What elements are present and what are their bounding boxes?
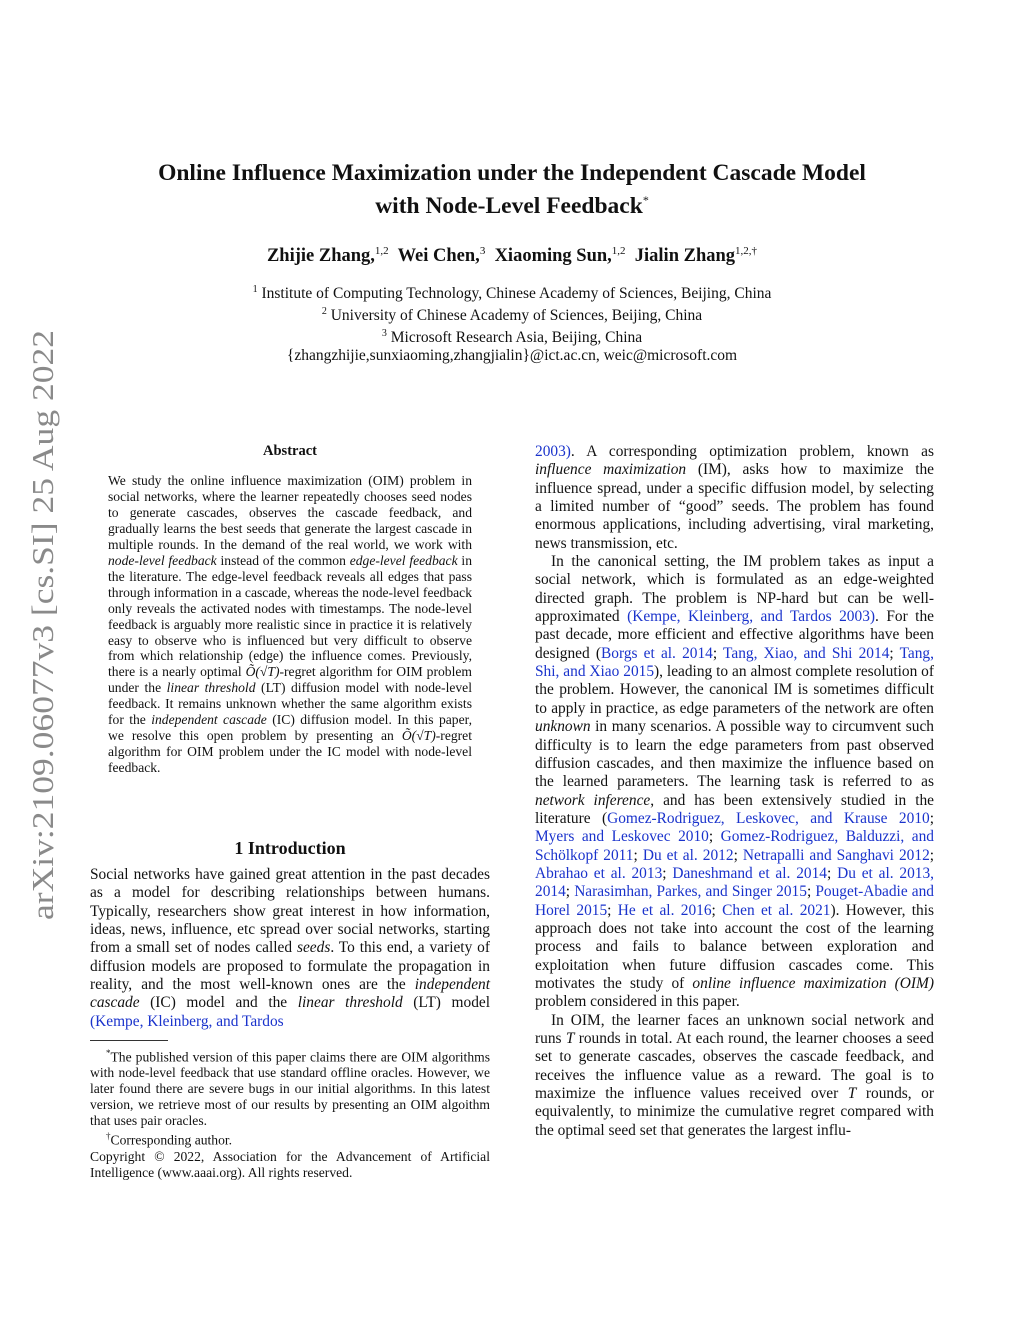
intro-right-column <box>535 443 934 1140</box>
separator: ; <box>826 864 838 882</box>
author-emails: {zhangzhijie,sunxiaoming,zhangjialin}@ict.ac.cn, weic@microsoft.com <box>286 347 738 365</box>
author-affil-mark: 1,2,† <box>735 245 758 257</box>
abstract-text: instead of the common <box>216 552 350 568</box>
footnote-text: Corresponding author. <box>110 1132 233 1148</box>
body-text: , and has been extensively studied in the literature ( <box>535 791 934 827</box>
body-emphasis: unknown <box>535 718 591 736</box>
title-line-2 <box>0 187 1024 220</box>
abstract-math: Õ(√T) <box>245 664 280 680</box>
affiliation-mark: 2 <box>321 306 327 318</box>
author-4 <box>635 246 757 266</box>
author-1 <box>267 246 389 266</box>
citation-link[interactable]: Gomez-Rodriguez, Leskovec, and Krause 2010 <box>607 809 930 827</box>
abstract-text: (LT) diffusion model with node-level feedback. It remains unknown whether the same algorithm exists for the <box>108 680 472 728</box>
body-text: ), leading to an almost complete resolution of the problem. However, the canonical IM is sometimes difficult to apply in practice, as edge parameters of the network are often <box>535 663 934 717</box>
title-footnote-mark: * <box>642 193 649 207</box>
body-emphasis: network inference <box>535 791 651 809</box>
title-line-1: Online Influence Maximization under the Independent Cascade Model <box>158 160 866 186</box>
separator: ; <box>633 846 643 864</box>
intro-paragraph-3 <box>535 1012 934 1140</box>
affiliation-3 <box>0 325 1024 347</box>
author-name: Jialin Zhang <box>634 246 736 267</box>
body-text: . For the past decade, more efficient and effective algorithms have been designed ( <box>535 608 934 662</box>
author-affil-mark: 1,2 <box>611 245 626 257</box>
separator: ; <box>712 644 724 662</box>
body-text: rounds, or equivalently, to minimize the cumulative regret compared with the optimal seed set that generates the largest influ- <box>535 1085 934 1139</box>
body-emphasis: seeds <box>296 939 331 957</box>
citation-link[interactable]: Du et al. 2012 <box>642 846 734 864</box>
affiliation-text: Institute of Computing Technology, Chinese Academy of Sciences, Beijing, China <box>261 285 772 303</box>
title-line-2-text: with Node-Level Feedback <box>375 192 643 219</box>
author-name: Zhijie Zhang, <box>266 246 375 267</box>
author-list <box>0 245 1024 267</box>
abstract-heading: Abstract <box>263 443 317 459</box>
author-affil-mark: 1,2 <box>374 245 389 257</box>
body-text: problem considered in this paper. <box>535 993 740 1011</box>
abstract-text: We study the online influence maximization (OIM) problem in social networks, where the learner repeatedly chooses seed nodes to generate cascades, observes the cascade feedback, and gradually learns the best seeds that generate the largest cascade in multiple rounds. In the demand of the real world, we work with <box>108 473 472 552</box>
body-text: ). However, this approach does not take into account the cost of the learning process and fails to balance between exploration and exploitation when future diffusion cascades come. This motivates the study of <box>535 901 934 992</box>
affiliation-text: University of Chinese Academy of Sciences, Beijing, China <box>330 307 703 325</box>
separator: ; <box>806 883 816 901</box>
body-text: In the canonical setting, the IM problem takes as input a social network, which is formulated as an edge-weighted directed graph. The problem is NP-hard but can be well-approximated <box>535 553 934 626</box>
citation-link[interactable]: Pouget-Abadie and Horel 2015 <box>535 883 935 919</box>
arxiv-stamp <box>22 320 62 920</box>
footnote-rule <box>90 1040 168 1041</box>
separator: ; <box>889 644 900 662</box>
separator: ; <box>662 864 673 882</box>
citation-link[interactable]: Daneshmand et al. 2014 <box>672 864 827 882</box>
abstract-text: -regret algorithm for OIM problem under the <box>108 664 472 696</box>
separator: ; <box>929 809 934 827</box>
abstract-emphasis: linear threshold <box>166 680 256 696</box>
separator: ; <box>607 901 618 919</box>
math-symbol: T <box>565 1030 575 1047</box>
footnotes <box>90 1046 490 1181</box>
separator: ; <box>708 828 721 846</box>
abstract-text: -regret algorithm for OIM problem under the IC model with node-level feedback. <box>108 728 472 776</box>
affiliations <box>0 281 1024 365</box>
citation-link[interactable]: (Kempe, Kleinberg, and Tardos <box>90 1012 284 1030</box>
author-affil-mark: 3 <box>479 245 486 257</box>
affiliation-mark: 3 <box>381 328 387 340</box>
affiliation-1 <box>0 281 1024 303</box>
footnote-text: The published version of this paper claims there are OIM algorithms with node-level feedback that use standard offline oracles. However, we later found there are severe bugs in our initial algorithms. In this latest version, we retrieve most of our results by presenting an OIM algoithm that uses pair oracles. <box>90 1049 490 1129</box>
copyright-notice: Copyright © 2022, Association for the Advancement of Artificial Intelligence (www.aaai.org). All rights reserved. <box>90 1148 490 1180</box>
arxiv-stamp-graphic <box>22 320 62 920</box>
body-emphasis: linear threshold <box>297 994 403 1012</box>
abstract-emphasis: independent cascade <box>151 712 267 728</box>
author-name: Xiaoming Sun, <box>494 246 612 267</box>
author-name: Wei Chen, <box>397 246 480 267</box>
body-emphasis: independent cascade <box>90 976 490 1012</box>
arxiv-identifier: arXiv:2109.06077v3 [cs.SI] 25 Aug 2022 <box>25 405 60 920</box>
citation-link[interactable]: (Kempe, Kleinberg, and Tardos 2003) <box>627 608 876 626</box>
separator: ; <box>733 846 743 864</box>
intro-paragraph-2 <box>535 553 934 1012</box>
footnote-mark: † <box>106 1131 111 1142</box>
abstract-body <box>108 473 472 776</box>
separator: ; <box>711 901 723 919</box>
citation-link[interactable]: He et al. 2016 <box>617 901 712 919</box>
body-text: . A corresponding optimization problem, known as <box>570 443 934 460</box>
body-text: In OIM, the learner faces an unknown social network and runs <box>535 1011 934 1047</box>
intro-paragraph-1 <box>535 443 934 553</box>
author-2 <box>398 246 486 266</box>
citation-link[interactable]: Borgs et al. 2014 <box>601 644 713 662</box>
body-text: rounds in total. At each round, the learner chooses a seed set to generate cascades, observes the cascade feedback, and receives the influence value as a reward. The goal is to maximize the influence values received over <box>535 1030 934 1103</box>
citation-link[interactable]: Abrahao et al. 2013 <box>535 864 663 882</box>
affiliation-mark: 1 <box>252 284 258 295</box>
body-emphasis: influence maximization <box>535 461 687 479</box>
body-text: (LT) model <box>402 994 491 1012</box>
citation-link[interactable]: Netrapalli and Sanghavi 2012 <box>742 846 930 864</box>
abstract-math: Õ(√T) <box>401 728 436 744</box>
body-text: Social networks have gained great attention in the past decades as a model for describing relationships between humans. Typically, researchers show great interest in how information, ideas, news, influence, etc spread over social networks, starting from a small set of nodes called <box>90 866 490 957</box>
affiliation-2 <box>0 303 1024 325</box>
citation-link[interactable]: Gomez-Rodriguez, Balduzzi, and Schölkopf 2011 <box>535 828 934 864</box>
citation-link[interactable]: Myers and Leskovec 2010 <box>535 828 709 846</box>
body-text: (IM), asks how to maximize the influence spread, under a specific diffusion model, by selecting a limited number of “good” seeds. The problem has found enormous applications, including advertising, viral marketing, news transmission, etc. <box>535 461 934 552</box>
abstract-text: in the literature. The edge-level feedback reveals all edges that pass through information in a cascade, whereas the node-level feedback only reveals the activated nodes with timestamps. The node-level feedback is arguably more realistic since in practice it is relatively easy to observe who is influenced but very difficult to observe from which relationship (edge) the influence comes. Previously, there is a nearly optimal <box>108 552 472 680</box>
separator: ; <box>565 883 575 901</box>
citation-link[interactable]: Du et al. 2013, 2014 <box>535 864 935 901</box>
body-text: in many scenarios. A possible way to circumvent such difficulty is to learn the edge parameters from past observed diffusion cascades, and then maximize the influence based on the learned parameters. The learning task is referred to as <box>535 718 934 791</box>
math-symbol: T <box>847 1085 857 1103</box>
abstract-emphasis: node-level feedback <box>108 552 217 568</box>
citation-link[interactable]: Tang, Shi, and Xiao 2015 <box>535 644 934 681</box>
footnote-mark: * <box>106 1048 111 1058</box>
author-3 <box>495 246 626 266</box>
body-emphasis: online influence maximization (OIM) <box>692 974 934 992</box>
body-text: (IC) model and the <box>139 994 298 1012</box>
affiliation-text: Microsoft Research Asia, Beijing, China <box>390 329 643 347</box>
citation-link[interactable]: Chen et al. 2021 <box>722 901 831 919</box>
citation-link[interactable]: Narasimhan, Parkes, and Singer 2015 <box>574 883 807 901</box>
section-heading-introduction: 1 Introduction <box>234 838 346 858</box>
paper-title <box>0 160 1024 220</box>
separator: ; <box>929 846 935 864</box>
intro-left-paragraph <box>90 866 490 1031</box>
citation-link[interactable]: Tang, Xiao, and Shi 2014 <box>723 644 890 662</box>
abstract-emphasis: edge-level feedback <box>349 552 458 568</box>
abstract-text: (IC) diffusion model. In this paper, we resolve this open problem by presenting an <box>108 712 472 744</box>
citation-link[interactable]: 2003) <box>535 443 571 460</box>
body-text: . To this end, a variety of diffusion models are proposed to formulate the propagation in reality, and the most well-known ones are the <box>90 939 490 994</box>
